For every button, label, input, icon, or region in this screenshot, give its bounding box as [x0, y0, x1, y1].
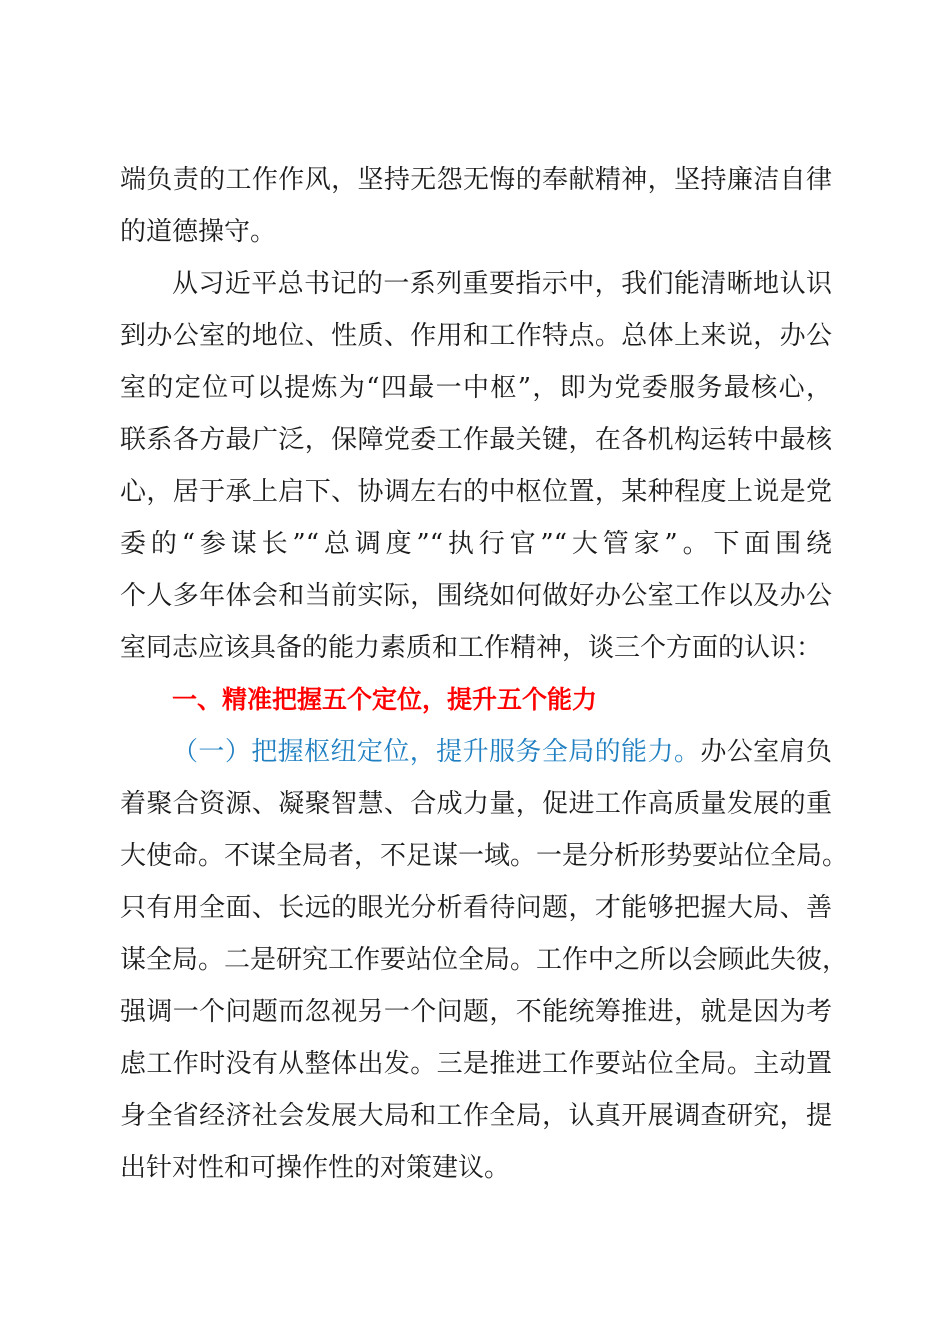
paragraph-3-line-1 [172, 726, 832, 778]
paragraph-3-line-2: 着聚合资源、凝聚智慧、合成力量，促进工作高质量发展的重 [120, 789, 832, 819]
paragraph-3-line-4: 只有用全面、长远的眼光分析看待问题，才能够把握大局、善 [120, 893, 832, 923]
subsection-heading: （一）把握枢纽定位，提升服务全局的能力。 [172, 737, 701, 767]
paragraph-2-line-4: 联系各方最广泛，保障党委工作最关键，在各机构运转中最核 [120, 425, 832, 455]
paragraph-1-line-1: 端负责的工作作风，坚持无怨无悔的奉献精神，坚持廉洁自律 [120, 165, 832, 195]
paragraph-3-line-3: 大使命。不谋全局者，不足谋一域。一是分析形势要站位全局。 [120, 841, 849, 871]
paragraph-2-line-8: 室同志应该具备的能力素质和工作精神，谈三个方面的认识： [120, 633, 823, 663]
section-heading: 一、精准把握五个定位，提升五个能力 [172, 685, 598, 714]
paragraph-2-line-1: 从习近平总书记的一系列重要指示中，我们能清晰地认识 [172, 269, 832, 299]
paragraph-2-line-2: 到办公室的地位、性质、作用和工作特点。总体上来说，办公 [120, 321, 832, 351]
paragraph-2-line-6: 委的“参谋长”“总调度”“执行官”“大管家”。下面围绕 [120, 529, 832, 559]
paragraph-3-line-7: 虑工作时没有从整体出发。三是推进工作要站位全局。主动置 [120, 1049, 832, 1079]
paragraph-3-line-6: 强调一个问题而忽视另一个问题，不能统筹推进，就是因为考 [120, 997, 832, 1027]
paragraph-3-line-1-text: 办公室肩负 [700, 737, 832, 767]
paragraph-1-line-2: 的道德操守。 [120, 217, 277, 247]
paragraph-3-line-9: 出针对性和可操作性的对策建议。 [120, 1153, 511, 1183]
paragraph-2-line-3: 室的定位可以提炼为“四最一中枢”，即为党委服务最核心， [120, 373, 832, 403]
paragraph-3-line-5: 谋全局。二是研究工作要站位全局。工作中之所以会顾此失彼， [120, 945, 849, 975]
paragraph-2-line-5: 心，居于承上启下、协调左右的中枢位置，某种程度上说是党 [120, 477, 832, 507]
paragraph-3-line-8: 身全省经济社会发展大局和工作全局，认真开展调查研究，提 [120, 1101, 832, 1131]
paragraph-2-line-7: 个人多年体会和当前实际，围绕如何做好办公室工作以及办公 [120, 581, 832, 611]
